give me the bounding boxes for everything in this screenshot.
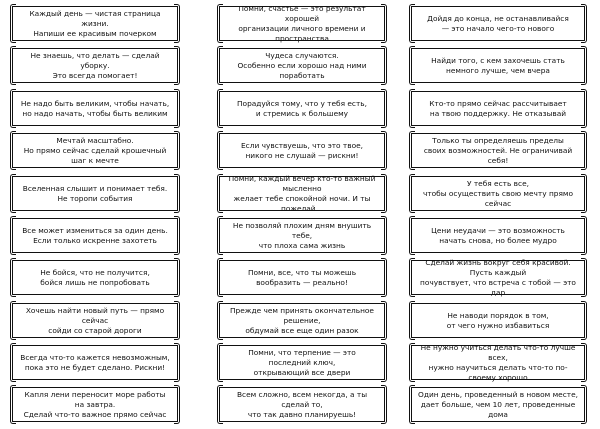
quote-card-right-6 — [411, 218, 585, 253]
quote-card-middle-6 — [219, 218, 385, 253]
quote-text: Дойдя до конца, не останавливайся — это начало чего-то нового — [427, 13, 569, 33]
quote-card-right-10 — [411, 387, 585, 422]
quote-card-middle-7 — [219, 260, 385, 295]
quote-card-left-4 — [12, 133, 178, 168]
quote-card-right-3 — [411, 91, 585, 126]
quote-text: Порадуйся тому, что у тебя есть, и стремись к большему — [236, 98, 367, 118]
quote-text: Вселенная слышит и понимает тебя. Не торопи события — [22, 183, 168, 203]
quote-text: Хочешь найти новый путь — прямо сейчас сойди со старой дороги — [25, 305, 165, 335]
quote-card-left-6 — [12, 218, 178, 253]
quote-text: Сделай жизнь вокруг себя красивой. Пусть каждый почувствует, что встреча с тобой — это дар — [420, 257, 576, 297]
quote-text: Не нужно учиться делать что-то лучше всех, нужно научиться делать что-то по-своему хорошо — [420, 342, 576, 382]
quote-card-middle-5 — [219, 173, 385, 213]
quote-text: Только ты определяешь пределы своих возможностей. Не ограничивай себя! — [423, 135, 573, 165]
quote-card-middle-4 — [219, 133, 385, 168]
quote-text: Мечтай масштабно. Но прямо сейчас сделай крошечный шаг к мечте — [23, 135, 167, 165]
quote-text: Найди того, с кем захочешь стать немного лучше, чем вчера — [431, 55, 565, 75]
quote-card-right-1 — [411, 6, 585, 41]
quote-card-right-7 — [411, 257, 585, 297]
quote-text: Чудеса случаются. Особенно если хорошо над ними поработать — [237, 50, 367, 80]
quote-card-right-8 — [411, 303, 585, 338]
quote-text: Цени неудачи — это возможность начать снова, но более мудро — [431, 225, 565, 245]
quote-card-middle-10 — [219, 387, 385, 422]
quote-card-right-9 — [411, 342, 585, 382]
quote-text: Помни, все, что ты можешь вообразить — реально! — [247, 267, 357, 287]
quote-text: Помни, счастье — это результат хорошей организации личного времени и пространства — [238, 3, 366, 43]
quote-card-middle-1 — [219, 3, 385, 43]
quote-text: Один день, проведенный в новом месте, дает больше, чем 10 лет, проведенные дома — [418, 389, 578, 419]
quote-text: Всем сложно, всем некогда, а ты сделай то, что так давно планируешь! — [236, 389, 368, 419]
quote-text: Помни, каждый вечер кто-то важный мысленно желает тебе спокойной ночи. И ты пожелай… — [228, 173, 376, 213]
quote-card-right-5 — [411, 176, 585, 211]
quote-card-middle-9 — [219, 345, 385, 380]
quote-card-left-8 — [12, 303, 178, 338]
quote-text: Каждый день — чистая страница жизни. Напиши ее красивым почерком — [29, 8, 161, 38]
quote-card-left-1 — [12, 6, 178, 41]
quote-text: Если чувствуешь, что это твое, никого не слушай — рискни! — [240, 140, 364, 160]
quote-text: Не наводи порядок в том, от чего нужно избавиться — [446, 310, 550, 330]
quote-card-right-4 — [411, 133, 585, 168]
quote-text: Не надо быть великим, чтобы начать, но надо начать, чтобы быть великим — [20, 98, 170, 118]
quote-card-middle-3 — [219, 91, 385, 126]
quote-card-left-2 — [12, 48, 178, 83]
quote-text: Прежде чем принять окончательное решение, обдумай все еще один разок — [230, 305, 374, 335]
quote-text: Помни, что терпение — это последний ключ, открывающий все двери — [248, 347, 356, 377]
quote-text: Не знаешь, что делать — сделай уборку. Это всегда помогает! — [30, 50, 160, 80]
quote-text: Всегда что-то кажется невозможным, пока это не будет сделано. Рискни! — [20, 352, 170, 372]
quote-text: У тебя есть все, чтобы осуществить свою мечту прямо сейчас — [422, 178, 574, 208]
quote-text: Капля лени переносит море работы на завтра. Сделай что-то важное прямо сейчас — [23, 389, 167, 419]
quote-card-left-3 — [12, 91, 178, 126]
quote-card-left-7 — [12, 260, 178, 295]
quote-card-middle-8 — [219, 303, 385, 338]
quote-text: Не бойся, что не получится, бойся лишь не попробовать — [40, 267, 150, 287]
quote-card-right-2 — [411, 48, 585, 83]
quote-text: Все может измениться за один день. Если только искренне захотеть — [22, 225, 168, 245]
quote-text: Не позволяй плохим дням внушить тебе, что плоха сама жизнь — [232, 220, 372, 250]
quote-text: Кто-то прямо сейчас рассчитывает на твою поддержку. Не отказывай — [429, 98, 567, 118]
quote-card-middle-2 — [219, 48, 385, 83]
quote-card-left-9 — [12, 345, 178, 380]
quote-card-left-5 — [12, 176, 178, 211]
quote-card-left-10 — [12, 387, 178, 422]
